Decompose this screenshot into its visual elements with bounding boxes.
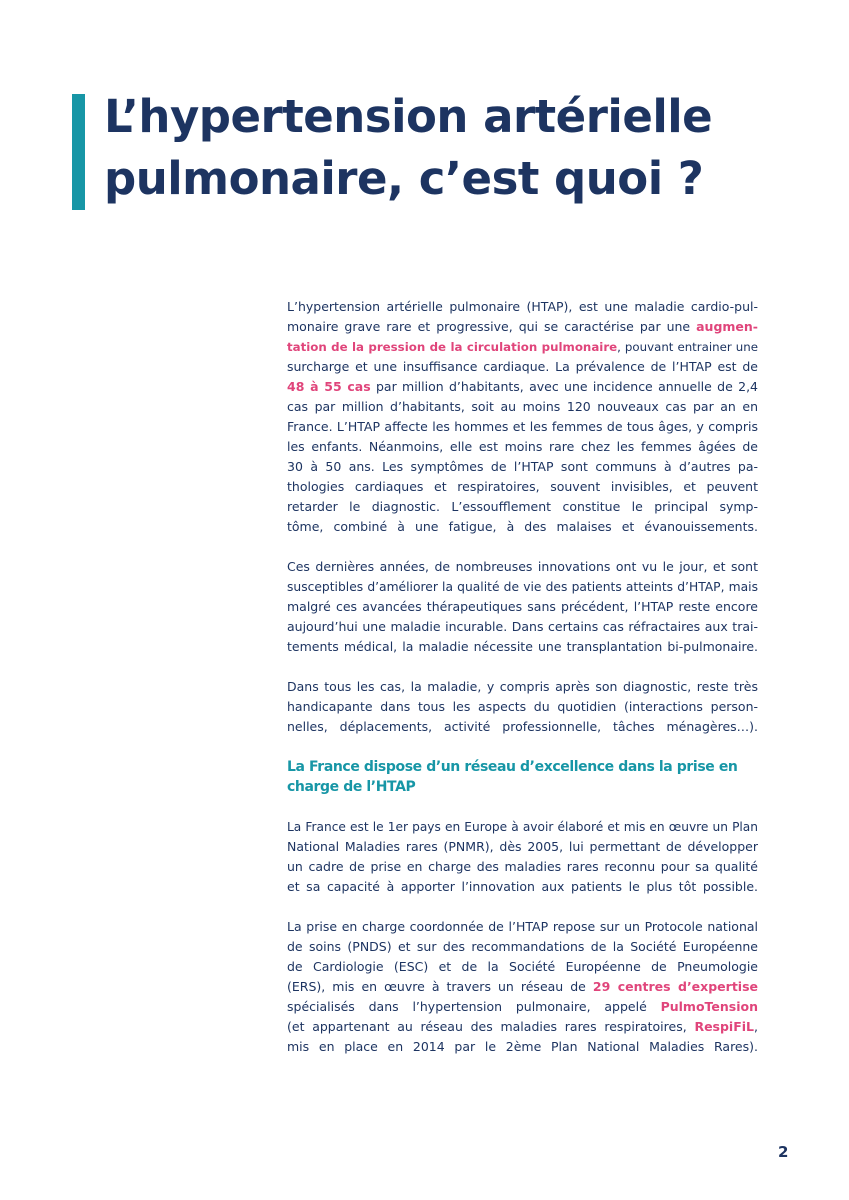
text-line: de Cardiologie (ESC) et de la Société Européenne de Pneumologie [287, 959, 758, 974]
text-line: aujourd’hui une maladie incurable. Dans certains cas réfractaires aux trai- [287, 619, 758, 634]
text-line: retarder le diagnostic. L’essoufflement constitue le principal symp- [287, 499, 758, 514]
text-line: malgré ces avancées thérapeutiques sans précédent, l’HTAP reste encore [287, 599, 758, 614]
text-line: tation de la pression de la circulation pulmonaire, pouvant entrainer une [287, 340, 758, 354]
highlight-text: PulmoTension [660, 999, 758, 1014]
text-line: un cadre de prise en charge des maladies rares reconnu pour sa qualité [287, 859, 758, 874]
paragraph-innovations [287, 557, 758, 657]
paragraph-pnmr [287, 817, 758, 897]
page-title-line-1: L’hypertension artérielle [104, 90, 713, 143]
text-line: (ERS), mis en œuvre à travers un réseau de 29 centres d’expertise [287, 979, 758, 994]
text-line: National Maladies rares (PNMR), dès 2005, lui permettant de développer [287, 839, 758, 854]
text-line: monaire grave rare et progressive, qui se caractérise par une augmen- [287, 319, 758, 334]
paragraph-definition [287, 297, 758, 537]
page-title [104, 86, 712, 210]
section-heading-line-1: La France dispose d’un réseau d’excellence dans la prise en [287, 759, 738, 775]
text-line: 48 à 55 cas par million d’habitants, avec une incidence annuelle de 2,4 [287, 379, 758, 394]
section-heading-line-2: charge de l’HTAP [287, 779, 416, 795]
text-line: thologies cardiaques et respiratoires, souvent invisibles, et peuvent [287, 479, 758, 494]
highlight-text: augmen- [696, 319, 758, 334]
text-line: spécialisés dans l’hypertension pulmonaire, appelé PulmoTension [287, 999, 758, 1014]
text-line: mis en place en 2014 par le 2ème Plan National Maladies Rares). [287, 1039, 758, 1054]
page-title-line-2: pulmonaire, c’est quoi ? [104, 152, 704, 205]
text-line: tôme, combiné à une fatigue, à des malaises et évanouissements. [287, 519, 758, 534]
text-line: susceptibles d’améliorer la qualité de vie des patients atteints d’HTAP, mais [287, 580, 758, 594]
text-line: Dans tous les cas, la maladie, y compris après son diagnostic, reste très [287, 679, 758, 694]
text-line: handicapante dans tous les aspects du quotidien (interactions person- [287, 699, 758, 714]
text-line: de soins (PNDS) et sur des recommandations de la Société Européenne [287, 939, 758, 954]
text-line: cas par million d’habitants, soit au moins 120 nouveaux cas par an en [287, 399, 758, 414]
highlight-text: 48 à 55 cas [287, 379, 371, 394]
text-line: 30 à 50 ans. Les symptômes de l’HTAP sont communs à d’autres pa- [287, 459, 758, 474]
text-line: La prise en charge coordonnée de l’HTAP repose sur un Protocole national [287, 919, 758, 934]
text-line: (et appartenant au réseau des maladies rares respiratoires, RespiFiL, [287, 1019, 758, 1034]
text-line: et sa capacité à apporter l’innovation aux patients le plus tôt possible. [287, 879, 758, 894]
text-line: Ces dernières années, de nombreuses innovations ont vu le jour, et sont [287, 559, 758, 574]
title-accent-bar [72, 94, 85, 210]
text-line: France. L’HTAP affecte les hommes et les femmes de tous âges, y compris [287, 419, 758, 434]
paragraph-care-network [287, 917, 758, 1057]
highlight-text: RespiFiL [694, 1019, 755, 1034]
highlight-text: tation de la pression de la circulation pulmonaire [287, 340, 618, 354]
text-line: L’hypertension artérielle pulmonaire (HTAP), est une maladie cardio-pul- [287, 299, 758, 314]
highlight-text: 29 centres d’expertise [592, 979, 758, 994]
text-line: nelles, déplacements, activité professionnelle, tâches ménagères…). [287, 719, 758, 734]
paragraph-daily-impact [287, 677, 758, 737]
text-line: surcharge et une insuffisance cardiaque. La prévalence de l’HTAP est de [287, 359, 758, 374]
text-line: La France est le 1er pays en Europe à avoir élaboré et mis en œuvre un Plan [287, 820, 758, 834]
body-text [287, 297, 758, 1077]
page-number: 2 [778, 1143, 789, 1161]
text-line: les enfants. Néanmoins, elle est moins rare chez les femmes âgées de [287, 439, 758, 454]
section-heading [287, 757, 758, 797]
text-line: tements médical, la maladie nécessite une transplantation bi-pulmonaire. [287, 639, 758, 654]
